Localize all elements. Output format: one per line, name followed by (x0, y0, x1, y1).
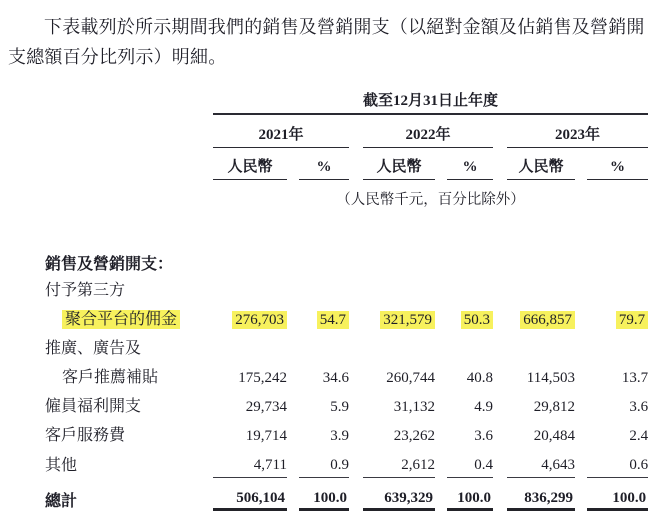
cell-value: 40.8 (466, 370, 493, 386)
total-label: 總計 (45, 492, 78, 510)
total-value: 100.0 (587, 478, 648, 511)
spacer-row (45, 213, 648, 249)
col-header-pct-2022: % (447, 148, 493, 180)
row-label: 其他 (45, 456, 78, 474)
cell-value: 3.6 (629, 399, 649, 415)
cell-value: 4.9 (474, 399, 493, 415)
total-value: 506,104 (213, 478, 287, 511)
cell-value: 114,503 (526, 370, 575, 386)
row-label: 客戶服務費 (45, 427, 126, 444)
col-header-rmb-2023: 人民幣 (507, 148, 575, 180)
cell-value: 3.9 (330, 428, 349, 444)
year-header-2022: 2022年 (363, 114, 493, 148)
intro-paragraph: 下表載列於所示期間我們的銷售及營銷開支（以絕對金額及佔銷售及營銷開支總額百分比列示）明細。 (8, 17, 645, 67)
sales-marketing-expenses-table (45, 88, 648, 511)
cell-value: 4,643 (507, 448, 575, 478)
cell-value: 276,703 (213, 303, 287, 332)
year-header-2023: 2023年 (507, 114, 648, 148)
total-value: 639,329 (363, 478, 435, 511)
cell-value: 175,242 (238, 370, 287, 386)
table-row-promotion-advertising (45, 332, 648, 361)
cell-value: 0.6 (587, 448, 648, 478)
row-label: 聚合平台的佣金 (45, 303, 213, 332)
cell-value: 5.9 (330, 399, 349, 415)
period-header: 截至12月31日止年度 (213, 88, 648, 114)
cell-value: 4,711 (213, 448, 287, 478)
row-label: 推廣、廣告及 (45, 340, 142, 357)
year-header-2021: 2021年 (213, 114, 349, 148)
section-header-row (45, 249, 648, 274)
unit-note: （人民幣千元，百分比除外） (336, 192, 525, 208)
cell-value: 19,714 (245, 428, 287, 444)
cell-value: 34.6 (322, 370, 349, 386)
cell-value: 29,734 (245, 399, 287, 415)
cell-value: 666,857 (507, 303, 575, 332)
col-header-pct-2023: % (587, 148, 648, 180)
cell-value: 54.7 (299, 303, 349, 332)
row-label: 付予第三方 (45, 282, 126, 299)
unit-note-row (45, 180, 648, 214)
col-header-rmb-2021: 人民幣 (213, 148, 287, 180)
table-row-total (45, 478, 648, 511)
col-header-rmb-2022: 人民幣 (363, 148, 435, 180)
col-header-pct-2021: % (299, 148, 349, 180)
period-header-row (45, 88, 648, 114)
total-value: 100.0 (299, 478, 349, 511)
cell-value: 13.7 (621, 370, 649, 386)
document-page (0, 12, 660, 510)
cell-value: 31,132 (393, 399, 435, 415)
table-row-aggregation-platform-commission (45, 303, 648, 332)
total-value: 100.0 (447, 478, 493, 511)
cell-value: 0.4 (447, 448, 493, 478)
cell-value: 23,262 (393, 428, 435, 444)
cell-value: 29,812 (533, 399, 575, 415)
cell-value: 79.7 (587, 303, 648, 332)
row-label: 僱員福利開支 (45, 398, 142, 415)
cell-value: 321,579 (363, 303, 435, 332)
table-row-customer-service-fees (45, 419, 648, 448)
cell-value: 3.6 (474, 428, 493, 444)
table-row-paid-to-third-parties (45, 274, 648, 303)
total-value: 836,299 (507, 478, 575, 511)
section-header: 銷售及營銷開支： (45, 256, 174, 273)
cell-value: 260,744 (386, 370, 435, 386)
column-header-row (45, 148, 648, 180)
cell-value: 2.4 (629, 428, 649, 444)
cell-value: 50.3 (447, 303, 493, 332)
cell-value: 2,612 (363, 448, 435, 478)
table-row-others (45, 448, 648, 478)
cell-value: 0.9 (299, 448, 349, 478)
table-row-employee-benefits (45, 390, 648, 419)
table-row-customer-referral-subsidies (45, 361, 648, 390)
row-label: 客戶推薦補貼 (62, 369, 159, 386)
cell-value: 20,484 (533, 428, 575, 444)
year-header-row (45, 114, 648, 148)
